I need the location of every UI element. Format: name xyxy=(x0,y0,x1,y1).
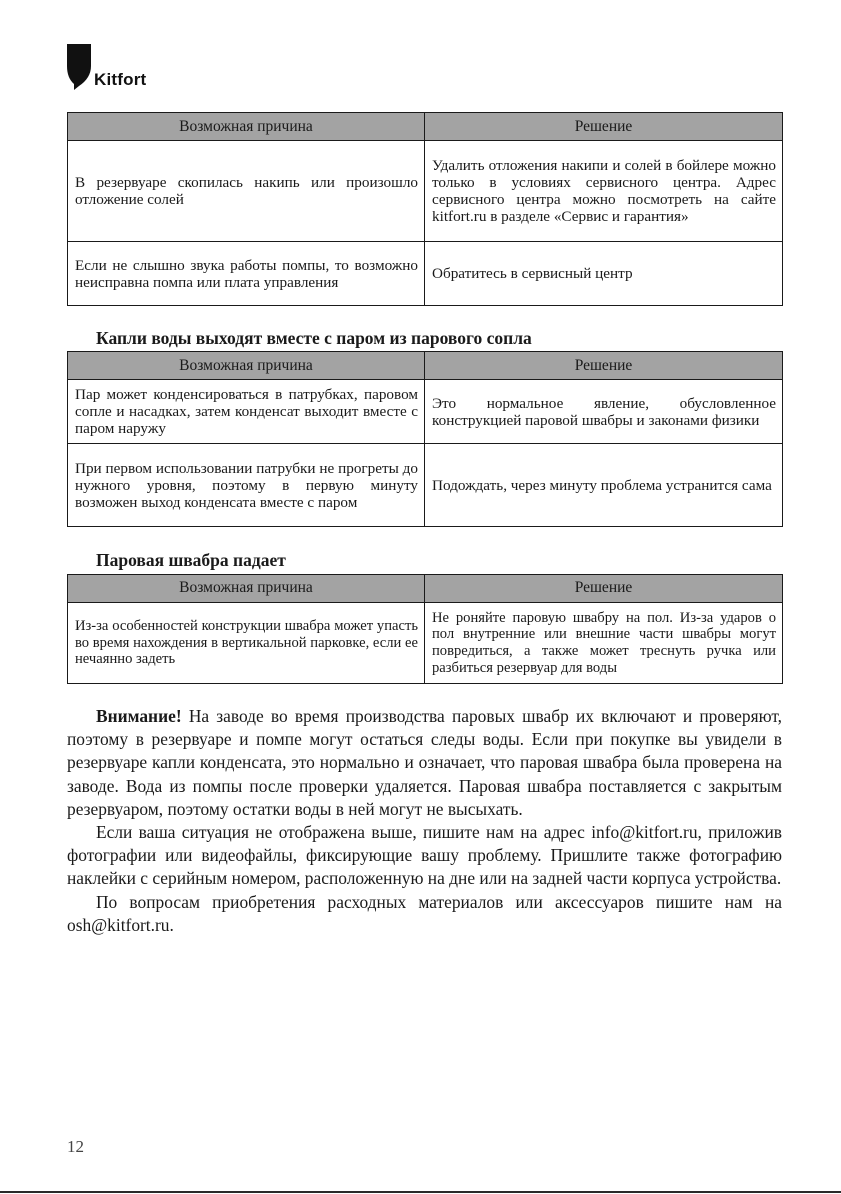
table-header-row xyxy=(68,352,783,380)
table-row xyxy=(68,141,783,242)
brand-name: Kitfort xyxy=(94,70,147,89)
notice-lead: Внимание! xyxy=(96,706,182,726)
body-text xyxy=(67,705,782,937)
table-row xyxy=(68,444,783,527)
cause-cell: В резервуаре скопилась накипь или произошло отложение солей xyxy=(68,141,425,242)
table-row xyxy=(68,603,783,684)
notice-paragraph xyxy=(67,705,782,821)
table-row xyxy=(68,380,783,444)
cause-cell: При первом использовании патрубки не прогреты до нужного уровня, поэтому в первую минуту возможен выход конденсата вместе с паром xyxy=(68,444,425,527)
header-cause: Возможная причина xyxy=(68,113,425,141)
header-solution: Решение xyxy=(425,352,783,380)
troubleshooting-table-3 xyxy=(67,574,783,684)
solution-cell: Обратитесь в сервисный центр xyxy=(425,242,783,306)
table-header-row xyxy=(68,113,783,141)
bottom-rule xyxy=(0,1191,841,1193)
accessories-paragraph: По вопросам приобретения расходных материалов или аксессуаров пишите нам на osh@kitfort.ru. xyxy=(67,891,782,935)
solution-cell: Не роняйте паровую швабру на пол. Из-за ударов о пол внутренние или внешние части швабры могут повредиться, а также может треснуть ручка или разбиться резервуар для воды xyxy=(425,603,783,684)
table-header-row xyxy=(68,575,783,603)
troubleshooting-table-2 xyxy=(67,351,783,527)
solution-cell: Удалить отложения накипи и солей в бойлере можно только в условиях сервисного центра. Адрес сервисного центра можно посмотреть на сайте kitfort.ru в разделе «Сервис и гарантия» xyxy=(425,141,783,242)
section-title: Капли воды выходят вместе с паром из парового сопла xyxy=(96,328,532,348)
header-solution: Решение xyxy=(425,575,783,603)
notice-text: На заводе во время производства паровых швабр их включают и проверяют, поэтому в резервуаре и помпе могут остаться следы воды. Если при покупке вы увидели в резервуаре капли конденсата, это нормально и означает, что паровая швабра была проверена на заводе. Вода из помпы после проверки удаляется. Паровая швабра поставляется с закрытым резервуаром, поэтому остатки воды в ней могут не высыхать. xyxy=(67,706,782,819)
header-cause: Возможная причина xyxy=(68,575,425,603)
kitfort-logo xyxy=(65,44,165,92)
cause-cell: Если не слышно звука работы помпы, то возможно неисправна помпа или плата управления xyxy=(68,242,425,306)
solution-cell: Подождать, через минуту проблема устранится сама xyxy=(425,444,783,527)
header-cause: Возможная причина xyxy=(68,352,425,380)
section-title: Паровая швабра падает xyxy=(96,550,286,570)
contact-paragraph: Если ваша ситуация не отображена выше, пишите нам на адрес info@kitfort.ru, приложив фотографии или видеофайлы, фиксирующие вашу проблему. Пришлите также фотографию наклейки с серийным номером, расположенную на дне или на задней части корпуса устройства. xyxy=(67,822,782,889)
cause-cell: Пар может конденсироваться в патрубках, паровом сопле и насадках, затем конденсат выходит вместе с паром наружу xyxy=(68,380,425,444)
page-number: 12 xyxy=(67,1137,84,1156)
troubleshooting-table-1 xyxy=(67,112,783,306)
table-row xyxy=(68,242,783,306)
solution-cell: Это нормальное явление, обусловленное конструкцией паровой швабры и законами физики xyxy=(425,380,783,444)
kitfort-logo-mark-icon xyxy=(65,44,93,90)
header-solution: Решение xyxy=(425,113,783,141)
cause-cell: Из-за особенностей конструкции швабра может упасть во время нахождения в вертикальной парковке, если ее нечаянно задеть xyxy=(68,603,425,684)
